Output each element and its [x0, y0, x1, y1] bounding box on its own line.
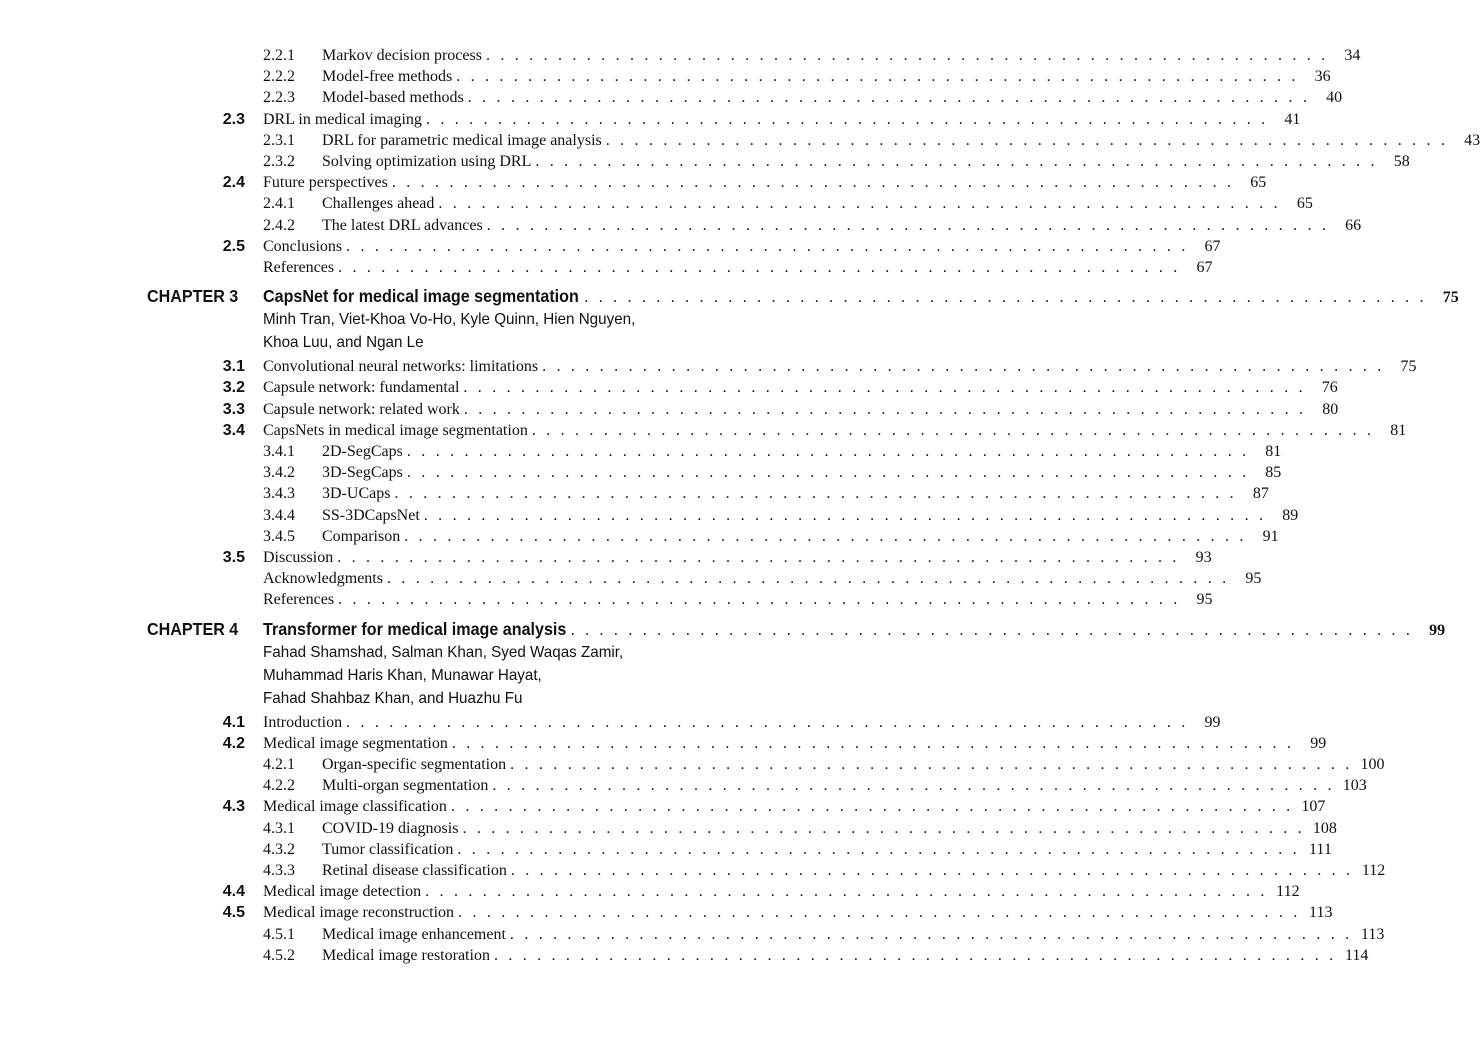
entry-line — [263, 257, 1213, 278]
subsection-entry[interactable] — [0, 462, 1282, 483]
page-number: 36 — [1314, 68, 1331, 86]
entry-line — [322, 462, 1282, 483]
subsection-number: 4.2.1 — [263, 756, 295, 773]
dot-leader: . . . . . . . . . . . . . . . . . . . . . . . . . . . . . . . . . . . . . . . . . . . . . . . . . . . . . . . . . . . — [406, 464, 1250, 482]
entry-line — [322, 87, 1343, 108]
dot-leader: . . . . . . . . . . . . . . . . . . . . . . . . . . . . . . . . . . . . . . . . . . . . . . . . . . . . . . . . . . . — [493, 946, 1337, 964]
chapter-title: CapsNet for medical image segmentation — [263, 286, 579, 307]
dot-leader: . . . . . . . . . . . . . . . . . . . . . . . . . . . . . . . . . . . . . . . . . . . . . . . . . . . . . . . . . . . — [531, 421, 1375, 439]
page-number: 100 — [1360, 756, 1385, 773]
subsection-number: 2.3.1 — [263, 131, 295, 149]
page-number: 87 — [1252, 485, 1269, 503]
page-number: 41 — [1284, 110, 1301, 128]
section-number: 4.3 — [222, 798, 245, 816]
entry-line — [263, 172, 1267, 193]
subsection-entry[interactable] — [0, 66, 1331, 87]
section-entry[interactable] — [0, 236, 1221, 257]
page-number: 99 — [1310, 734, 1327, 752]
section-entry[interactable] — [0, 733, 1327, 754]
dot-leader: . . . . . . . . . . . . . . . . . . . . . . . . . . . . . . . . . . . . . . . . . . . . . . . . . . . . . . . . . . . — [463, 400, 1307, 418]
subsection-entry[interactable] — [0, 505, 1299, 526]
page-number: 85 — [1265, 464, 1282, 482]
page-number: 99 — [1204, 713, 1221, 731]
dot-leader: . . . . . . . . . . . . . . . . . . . . . . . . . . . . . . . . . . . . . . . . . . . . . . . . . . . . . . . . . . . — [451, 734, 1295, 752]
dot-leader: . . . . . . . . . . . . . . . . . . . . . . . . . . . . . . . . . . . . . . . . . . . . . . . . . . . . . . . . . . . — [450, 798, 1294, 816]
entry-line — [263, 109, 1301, 130]
subsection-entry[interactable] — [0, 818, 1337, 839]
entry-line — [322, 839, 1332, 860]
page-number: 67 — [1204, 237, 1221, 255]
subsection-entry[interactable] — [0, 45, 1361, 66]
entry-title: 3D-UCaps — [322, 485, 391, 503]
section-number: 4.5 — [222, 904, 245, 922]
entry-title: Medical image restoration — [322, 946, 490, 964]
page-number: 76 — [1321, 379, 1338, 397]
entry-title: Medical image detection — [263, 883, 422, 901]
entry-title: Solving optimization using DRL — [322, 153, 532, 170]
entry-line — [263, 399, 1339, 420]
entry-line — [322, 193, 1313, 214]
page-number: 66 — [1345, 216, 1362, 234]
section-number: 4.4 — [222, 883, 245, 901]
dot-leader: . . . . . . . . . . . . . . . . . . . . . . . . . . . . . . . . . . . . . . . . . . . . . . . . . . . . . . . . . . . — [486, 216, 1330, 234]
chapter-authors: Fahad Shamshad, Salman Khan, Syed Waqas Zamir, — [263, 643, 624, 661]
page-number: 65 — [1250, 174, 1267, 192]
entry-title: Medical image enhancement — [322, 925, 506, 943]
page-number: 81 — [1265, 443, 1282, 460]
entry-line — [263, 712, 1221, 733]
subsection-number: 4.3.2 — [263, 840, 295, 858]
page-number: 91 — [1262, 527, 1279, 545]
subsection-number: 3.4.5 — [263, 527, 295, 545]
subsection-entry[interactable] — [0, 860, 1386, 881]
subsection-number: 4.5.1 — [263, 925, 295, 943]
chapter-authors: Muhammad Haris Khan, Munawar Hayat, — [263, 666, 542, 684]
subsection-entry[interactable] — [0, 87, 1343, 108]
entry-line — [322, 945, 1369, 966]
entry-line — [263, 236, 1221, 257]
entry-title: Markov decision process — [322, 47, 482, 64]
chapter-heading[interactable] — [0, 617, 1446, 641]
section-number: 3.4 — [222, 421, 245, 439]
entry-title: Conclusions — [263, 237, 343, 255]
dot-leader: . . . . . . . . . . . . . . . . . . . . . . . . . . . . . . . . . . . . . . . . . . . . . . . . . . . . . . . . . . . — [386, 570, 1230, 588]
dot-leader: . . . . . . . . . . . . . . . . . . . . . . . . . . . . . . . . . . . . . . . . . . . . . . . . . . . . . . . . . . . — [510, 862, 1354, 879]
section-entry[interactable] — [0, 589, 1213, 610]
dot-leader: . . . . . . . . . . . . . . . . . . . . . . . . . . . . . . . . . . . . . . . . . . . . . . . . . . . . . . . . . . . — [404, 527, 1247, 545]
entry-title: Comparison — [322, 527, 401, 545]
entry-title: Capsule network: related work — [263, 400, 460, 418]
section-entry[interactable] — [0, 902, 1333, 923]
subsection-number: 4.3.3 — [263, 862, 295, 879]
page-number: 81 — [1390, 421, 1407, 439]
page-number: 112 — [1276, 883, 1300, 901]
entry-title: Model-based methods — [322, 89, 464, 107]
entry-line — [322, 66, 1331, 87]
page-number: 75 — [1400, 358, 1417, 376]
section-number: 4.1 — [222, 713, 245, 731]
page-number: 113 — [1360, 925, 1385, 943]
subsection-number: 4.5.2 — [263, 946, 295, 964]
page-number: 107 — [1301, 798, 1326, 816]
section-entry[interactable] — [0, 399, 1339, 420]
entry-title: Medical image segmentation — [263, 734, 448, 752]
dot-leader: . . . . . . . . . . . . . . . . . . . . . . . . . . . . . . . . . . . . . . . . . . . . . . . . . . . . . . . . . . . — [485, 47, 1329, 64]
entry-title: References — [263, 591, 335, 609]
entry-line — [322, 775, 1367, 796]
entry-line — [263, 568, 1262, 589]
entry-line — [322, 818, 1337, 839]
page-number: 108 — [1312, 819, 1337, 837]
page-number: 43 — [1464, 131, 1480, 149]
entry-line — [322, 151, 1410, 172]
entry-title: SS-3DCapsNet — [322, 506, 420, 524]
section-entry[interactable] — [0, 257, 1213, 278]
entry-line — [322, 215, 1362, 236]
section-number: 3.3 — [222, 400, 245, 418]
page-number: 93 — [1195, 549, 1212, 566]
chapter-authors: Khoa Luu, and Ngan Le — [263, 334, 424, 352]
subsection-entry[interactable] — [0, 151, 1410, 172]
section-entry[interactable] — [0, 796, 1326, 817]
dot-leader: . . . . . . . . . . . . . . . . . . . . . . . . . . . . . . . . . . . . . . . . . . . . . . . . . . . . . . . . . . . — [457, 840, 1300, 858]
entry-line — [322, 754, 1385, 775]
entry-line — [263, 589, 1213, 610]
entry-title: CapsNets in medical image segmentation — [263, 421, 528, 439]
entry-title: Acknowledgments — [263, 570, 383, 588]
dot-leader: . . . . . . . . . . . . . . . . . . . . . . . . . . . . . . . . . . . . . . . . . . . . . . . . . . . . . . . . . . . — [423, 506, 1267, 524]
entry-line — [322, 130, 1480, 151]
entry-title: Challenges ahead — [322, 195, 435, 213]
section-number: 3.2 — [222, 379, 245, 397]
entry-title: 2D-SegCaps — [322, 443, 403, 460]
subsection-entry[interactable] — [0, 839, 1332, 860]
section-number: 2.3 — [222, 110, 245, 128]
subsection-entry[interactable] — [0, 924, 1385, 945]
entry-title: Introduction — [263, 713, 343, 731]
dot-leader: . . . . . . . . . . . . . . . . . . . . . . . . . . . . . . . . . . . . . . . . . . . . . . . . . . . . . . . . . . . — [509, 925, 1353, 943]
chapter-heading[interactable] — [0, 284, 1459, 308]
entry-title: The latest DRL advances — [322, 216, 483, 234]
dot-leader: . . . . . . . . . . . . . . . . . . . . . . . . . . . . . . . . . . . . . . . . . . . . . . . . . . . . . . . . . . . — [535, 153, 1378, 170]
section-number: 3.1 — [222, 358, 245, 376]
entry-line — [263, 881, 1300, 902]
dot-leader: . . . . . . . . . . . . . . . . . . . . . . . . . . . . . . . . . . . . . . . . . . . . . . . . . . . . . . . . . . . — [338, 591, 1181, 609]
entry-title: Multi-organ segmentation — [322, 777, 489, 795]
entry-title: Medical image classification — [263, 798, 447, 816]
entry-line — [322, 505, 1299, 526]
entry-title: Discussion — [263, 549, 334, 566]
entry-title: Tumor classification — [322, 840, 454, 858]
entry-title: References — [263, 259, 335, 276]
dot-leader: . . . . . . . . . . . . . . . . . . . . . . . . . . . . . . . . . . . . . . . . . . . . . . . . . . . . . . . . . . . — [425, 110, 1269, 128]
section-entry[interactable] — [0, 547, 1212, 568]
section-number: 2.4 — [222, 174, 245, 192]
entry-line — [322, 924, 1385, 945]
page-number: 95 — [1196, 591, 1213, 609]
page-number: 80 — [1322, 400, 1339, 418]
page-number: 75 — [1442, 289, 1459, 307]
entry-title: Capsule network: fundamental — [263, 379, 460, 397]
subsection-number: 3.4.1 — [263, 443, 295, 460]
dot-leader: . . . . . . . . . . . . . . . . . . . . . . . . . . . . . . . . . . . . . . . . . . . . . . . . . . . . . . . . . . . — [346, 237, 1189, 255]
entry-title: Organ-specific segmentation — [322, 756, 507, 773]
subsection-entry[interactable] — [0, 130, 1480, 151]
subsection-entry[interactable] — [0, 526, 1279, 547]
chapter-label: CHAPTER 4 — [147, 618, 239, 639]
subsection-entry[interactable] — [0, 945, 1369, 966]
page-number: 89 — [1282, 506, 1299, 524]
entry-title: Retinal disease classification — [322, 862, 507, 879]
subsection-number: 3.4.4 — [263, 506, 295, 524]
subsection-entry[interactable] — [0, 193, 1313, 214]
dot-leader: . . . . . . . . . . . . . . . . . . . . . . . . . . . . . . . . . . . . . . . . . . . . . . . . . . . . . . . . . . . — [338, 259, 1181, 276]
subsection-entry[interactable] — [0, 215, 1362, 236]
entry-title: COVID-19 diagnosis — [322, 819, 459, 837]
section-number: 4.2 — [222, 734, 245, 752]
page-number: 99 — [1429, 621, 1446, 639]
entry-title: Future perspectives — [263, 174, 388, 192]
subsection-number: 2.2.3 — [263, 89, 295, 107]
entry-title: Model-free methods — [322, 68, 453, 86]
section-entry[interactable] — [0, 420, 1407, 441]
entry-line — [322, 483, 1269, 504]
entry-title: Medical image reconstruction — [263, 904, 455, 922]
entry-line — [322, 441, 1282, 462]
dot-leader: . . . . . . . . . . . . . . . . . . . . . . . . . . . . . . . . . . . . . . . . . . . . . . . . . . . . . . . . . . . — [463, 379, 1306, 397]
subsection-number: 3.4.2 — [263, 464, 295, 482]
page-number: 113 — [1309, 904, 1333, 922]
page-number: 67 — [1196, 259, 1213, 276]
subsection-entry[interactable] — [0, 441, 1282, 462]
subsection-entry[interactable] — [0, 483, 1269, 504]
section-number: 2.5 — [222, 237, 245, 255]
subsection-number: 2.4.1 — [263, 195, 295, 213]
page-number: 34 — [1344, 47, 1361, 64]
section-entry[interactable] — [0, 356, 1417, 377]
subsection-number: 4.3.1 — [263, 819, 295, 837]
dot-leader: . . . . . . . . . . . . . . . . . . . . . . . . . . . . . . . . . . . . . . . . . . . . . . . . . . . . . . . . . . . — [406, 443, 1250, 460]
dot-leader: . . . . . . . . . . . . . . . . . . . . . . . . . . . . . . . . . . . . . . . . . . . . . . . . . . . . . . . . . . . — [584, 289, 1427, 307]
page-number: 95 — [1245, 570, 1262, 588]
entry-line — [263, 377, 1338, 398]
entry-line — [263, 547, 1212, 568]
subsection-number: 2.2.1 — [263, 47, 295, 64]
subsection-number: 2.4.2 — [263, 216, 295, 234]
section-entry[interactable] — [0, 377, 1338, 398]
chapter-label: CHAPTER 3 — [147, 286, 239, 307]
dot-leader: . . . . . . . . . . . . . . . . . . . . . . . . . . . . . . . . . . . . . . . . . . . . . . . . . . . . . . . . . . . — [456, 68, 1299, 86]
dot-leader: . . . . . . . . . . . . . . . . . . . . . . . . . . . . . . . . . . . . . . . . . . . . . . . . . . . . . . . . . . . — [458, 904, 1301, 922]
subsection-number: 2.3.2 — [263, 153, 295, 170]
section-entry[interactable] — [0, 712, 1221, 733]
page-number: 58 — [1393, 153, 1410, 170]
section-entry[interactable] — [0, 172, 1267, 193]
page-number: 103 — [1342, 777, 1367, 795]
entry-title: 3D-SegCaps — [322, 464, 403, 482]
page-number: 65 — [1296, 195, 1313, 213]
entry-title: Convolutional neural networks: limitations — [263, 358, 539, 376]
dot-leader: . . . . . . . . . . . . . . . . . . . . . . . . . . . . . . . . . . . . . . . . . . . . . . . . . . . . . . . . . . . — [542, 358, 1385, 376]
entry-line — [263, 902, 1333, 923]
section-entry[interactable] — [0, 568, 1262, 589]
subsection-number: 4.2.2 — [263, 777, 295, 795]
subsection-number: 2.2.2 — [263, 68, 295, 86]
entry-line — [322, 860, 1386, 881]
entry-line — [322, 526, 1279, 547]
section-entry[interactable] — [0, 881, 1300, 902]
dot-leader: . . . . . . . . . . . . . . . . . . . . . . . . . . . . . . . . . . . . . . . . . . . . . . . . . . . . . . . . . . . — [570, 621, 1414, 639]
section-number: 3.5 — [222, 549, 245, 566]
dot-leader: . . . . . . . . . . . . . . . . . . . . . . . . . . . . . . . . . . . . . . . . . . . . . . . . . . . . . . . . . . . — [438, 195, 1281, 213]
chapter-authors: Fahad Shahbaz Khan, and Huazhu Fu — [263, 689, 523, 707]
entry-line — [263, 420, 1407, 441]
dot-leader: . . . . . . . . . . . . . . . . . . . . . . . . . . . . . . . . . . . . . . . . . . . . . . . . . . . . . . . . . . . — [346, 713, 1189, 731]
entry-line — [263, 796, 1326, 817]
dot-leader: . . . . . . . . . . . . . . . . . . . . . . . . . . . . . . . . . . . . . . . . . . . . . . . . . . . . . . . . . . . — [425, 883, 1268, 901]
chapter-title: Transformer for medical image analysis — [263, 618, 567, 639]
page-number: 111 — [1309, 840, 1332, 858]
dot-leader: . . . . . . . . . . . . . . . . . . . . . . . . . . . . . . . . . . . . . . . . . . . . . . . . . . . . . . . . . . . — [337, 549, 1180, 566]
dot-leader: . . . . . . . . . . . . . . . . . . . . . . . . . . . . . . . . . . . . . . . . . . . . . . . . . . . . . . . . . . . — [510, 756, 1353, 773]
entry-title: DRL for parametric medical image analysis — [322, 131, 602, 149]
dot-leader: . . . . . . . . . . . . . . . . . . . . . . . . . . . . . . . . . . . . . . . . . . . . . . . . . . . . . . . . . . . — [394, 485, 1237, 503]
dot-leader: . . . . . . . . . . . . . . . . . . . . . . . . . . . . . . . . . . . . . . . . . . . . . . . . . . . . . . . . . . . — [492, 777, 1335, 795]
dot-leader: . . . . . . . . . . . . . . . . . . . . . . . . . . . . . . . . . . . . . . . . . . . . . . . . . . . . . . . . . . . — [391, 174, 1235, 192]
dot-leader: . . . . . . . . . . . . . . . . . . . . . . . . . . . . . . . . . . . . . . . . . . . . . . . . . . . . . . . . . . . — [462, 819, 1305, 837]
subsection-entry[interactable] — [0, 775, 1367, 796]
subsection-entry[interactable] — [0, 754, 1385, 775]
page-number: 112 — [1361, 862, 1386, 879]
entry-line — [263, 356, 1417, 377]
dot-leader: . . . . . . . . . . . . . . . . . . . . . . . . . . . . . . . . . . . . . . . . . . . . . . . . . . . . . . . . . . . — [605, 131, 1449, 149]
chapter-entry[interactable] — [263, 284, 1459, 310]
dot-leader: . . . . . . . . . . . . . . . . . . . . . . . . . . . . . . . . . . . . . . . . . . . . . . . . . . . . . . . . . . . — [467, 89, 1311, 107]
page-number: 40 — [1326, 89, 1343, 107]
entry-line — [263, 733, 1327, 754]
entry-title: DRL in medical imaging — [263, 110, 422, 128]
page-number: 114 — [1344, 946, 1369, 964]
entry-line — [322, 45, 1361, 66]
chapter-entry[interactable] — [263, 617, 1446, 643]
subsection-number: 3.4.3 — [263, 485, 295, 503]
section-entry[interactable] — [0, 109, 1301, 130]
chapter-authors: Minh Tran, Viet-Khoa Vo-Ho, Kyle Quinn, Hien Nguyen, — [263, 311, 636, 329]
